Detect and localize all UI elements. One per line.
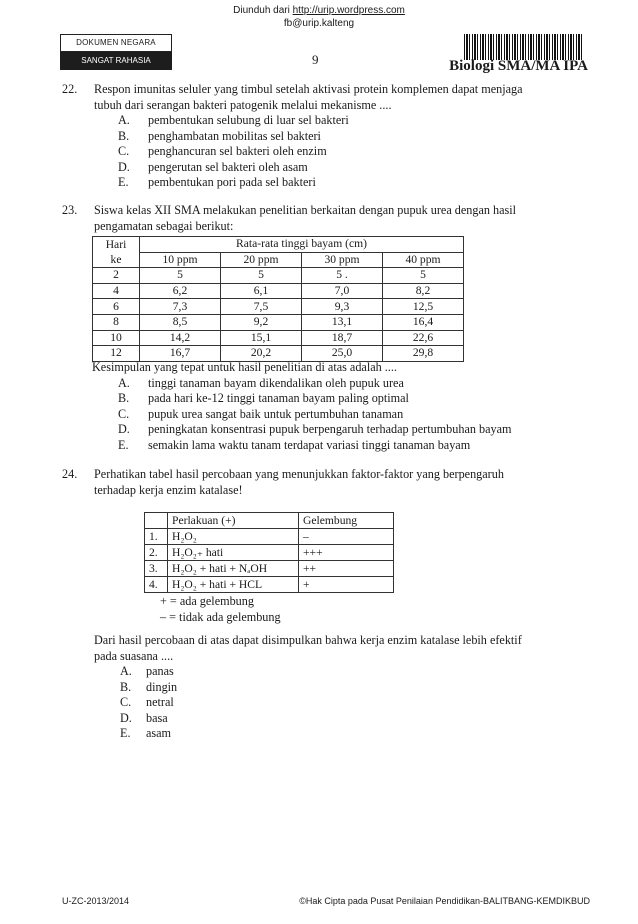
download-note [0,4,638,17]
secret-label: SANGAT RAHASIA [60,52,172,70]
doc-label: DOKUMEN NEGARA [60,34,172,52]
table-row: 2 5 5 5 . 5 [93,268,464,284]
doc-code: U-ZC-2013/2014 [62,896,130,906]
question-number: 23. [62,203,78,217]
spinach-height-table [92,236,464,362]
table-row: 2. H₂O₂₊ hati +++ [145,545,394,561]
option-c: C. netral [120,695,174,709]
table-row: 10 14,2 15,1 18,7 22,6 [93,330,464,346]
option-d: D. basa [120,710,168,725]
header-treatment: Perlakuan (+) [168,513,299,529]
option-a: A. pembentukan selubung di luar sel bakteri [118,113,349,127]
question-24 [62,467,590,498]
barcode-icon [464,34,584,60]
header-day: Hari [93,237,140,253]
question-22 [62,82,590,191]
option-d: D. peningkatan konsentrasi pupuk berpengaruh terhadap pertumbuhan bayam [118,422,512,436]
table-row: 6 7,3 7,5 9,3 12,5 [93,299,464,315]
question-23 [62,203,590,234]
copyright: ©Hak Cipta pada Pusat Penilaian Pendidikan-BALITBANG-KEMDIKBUD [299,896,590,906]
question-text: Perhatikan tabel hasil percobaan yang menunjukkan faktor-faktor yang berpengaruh [94,467,504,481]
col-20ppm: 20 ppm [221,252,302,268]
table-row: 4 6,2 6,1 7,0 8,2 [93,283,464,299]
download-prefix: Diunduh dari [233,5,293,16]
question-24-cont [94,633,590,742]
option-e: E. semakin lama waktu tanam terdapat variasi tinggi tanaman bayam [118,437,471,452]
page-number: 9 [312,52,319,67]
option-b: B. pada hari ke-12 tinggi tanaman bayam paling optimal [118,391,409,405]
download-link[interactable]: http://urip.wordpress.com [292,5,405,16]
option-c: C. penghancuran sel bakteri oleh enzim [118,144,327,158]
question-text: Respon imunitas seluler yang timbul setelah aktivasi protein komplemen dapat menjaga [94,82,523,96]
subject-title: Biologi SMA/MA IPA [449,58,588,74]
question-text-cont: pada suasana .... [94,648,174,663]
table-row: 1. H₂O₂ – [145,529,394,545]
option-d: D. pengerutan sel bakteri oleh asam [118,159,308,174]
header-day-2: ke [93,252,140,268]
header-main: Rata-rata tinggi bayam (cm) [140,237,464,253]
question-text-cont: tubuh dari serangan bakteri patogenik melalui mekanisme .... [94,97,392,112]
option-a: A. panas [120,664,174,678]
question-number: 24. [62,467,78,481]
option-c: C. pupuk urea sangat baik untuk pertumbuhan tanaman [118,406,404,421]
option-b: B. dingin [120,679,178,694]
table-row: 8 8,5 9,2 13,1 16,4 [93,314,464,330]
col-30ppm: 30 ppm [302,252,383,268]
table-row: 4. H₂O₂ + hati + HCL + [145,577,394,593]
option-e: E. pembentukan pori pada sel bakteri [118,175,316,189]
question-number: 22. [62,82,78,96]
question-text-cont: terhadap kerja enzim katalase! [94,482,243,497]
table-legend [160,594,281,625]
table-row: 3. H₂O₂ + hati + NₐOH ++ [145,561,394,577]
question-text: Dari hasil percobaan di atas dapat disimpulkan bahwa kerja enzim katalase lebih efektif [94,633,522,647]
conclusion-text: Kesimpulan yang tepat untuk hasil penelitian di atas adalah .... [92,360,397,374]
question-text: Siswa kelas XII SMA melakukan penelitian berkaitan dengan pupuk urea dengan hasil [94,203,517,217]
catalase-table [144,512,394,593]
question-text-cont: pengamatan sebagai berikut: [94,218,234,233]
legend-minus: – = tidak ada gelembung [160,609,281,624]
table-row: 12 16,7 20,2 25,0 29,8 [93,346,464,362]
fb-note: fb@urip.kalteng [283,18,355,29]
option-b: B. penghambatan mobilitas sel bakteri [118,128,321,143]
col-10ppm: 10 ppm [140,252,221,268]
option-e: E. asam [120,726,172,740]
header-bubble: Gelembung [299,513,394,529]
legend-plus: + = ada gelembung [160,594,254,608]
col-40ppm: 40 ppm [383,252,464,268]
option-a: A. tinggi tanaman bayam dikendalikan oleh pupuk urea [118,375,404,390]
question-23-options [92,360,590,453]
